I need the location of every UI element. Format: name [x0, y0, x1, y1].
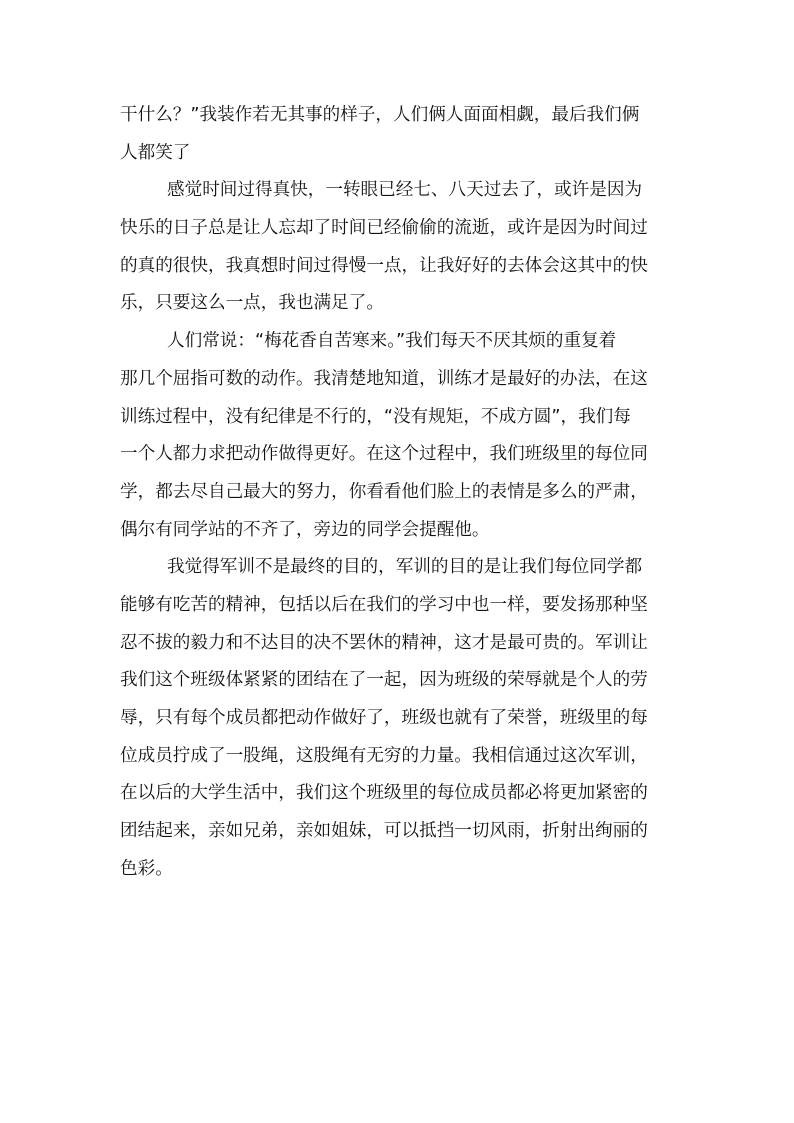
paragraph-first-line: 感觉时间过得真快，一转眼已经七、八天过去了，或许是因为: [167, 180, 643, 201]
text-line: 色彩。: [120, 858, 173, 879]
text-line: 我们这个班级体紧紧的团结在了一起，因为班级的荣辱就是个人的劳: [120, 670, 648, 691]
essay-body: [120, 97, 676, 888]
text-line: 的真的很快，我真想时间过得慢一点，让我好好的去体会这其中的快: [120, 255, 648, 276]
text-line: 偶尔有同学站的不齐了，旁边的同学会提醒他。: [120, 519, 490, 540]
text-line: 一个人都力求把动作做得更好。在这个过程中，我们班级里的每位同: [120, 444, 648, 465]
text-line: 乐，只要这么一点，我也满足了。: [120, 293, 384, 314]
text-line: 辱，只有每个成员都把动作做好了，班级也就有了荣誉，班级里的每: [120, 708, 648, 728]
text-line: 快乐的日子总是让人忘却了时间已经偷偷的流逝，或许是因为时间过: [120, 218, 648, 239]
text-line: 忍不拔的毅力和不达目的决不罢休的精神，这才是最可贵的。军训让: [120, 632, 648, 653]
text-line: 干什么？”我装作若无其事的样子，人们俩人面面相觑，最后我们俩: [120, 105, 640, 125]
text-line: 在以后的大学生活中，我们这个班级里的每位成员都必将更加紧密的: [120, 783, 648, 804]
text-line: 学，都去尽自己最大的努力，你看看他们脸上的表情是多么的严肃，: [120, 481, 648, 502]
text-line: 能够有吃苦的精神，包括以后在我们的学习中也一样，要发扬那种坚: [120, 594, 648, 615]
text-line: 训练过程中，没有纪律是不行的，“没有规矩，不成方圆”，我们每: [120, 406, 631, 427]
text-line: 团结起来，亲如兄弟，亲如姐妹，可以抵挡一切风雨，折射出绚丽的: [120, 821, 648, 842]
text-line: 人都笑了: [120, 142, 191, 163]
paragraph-first-line: 我觉得军训不是最终的目的，军训的目的是让我们每位同学都: [167, 557, 643, 578]
text-line: 那几个屈指可数的动作。我清楚地知道，训练才是最好的办法，在这: [120, 368, 648, 389]
paragraph-first-line: 人们常说：“梅花香自苦寒来。”我们每天不厌其烦的重复着: [167, 331, 617, 352]
text-line: 位成员拧成了一股绳，这股绳有无穷的力量。我相信通过这次军训，: [120, 745, 648, 766]
